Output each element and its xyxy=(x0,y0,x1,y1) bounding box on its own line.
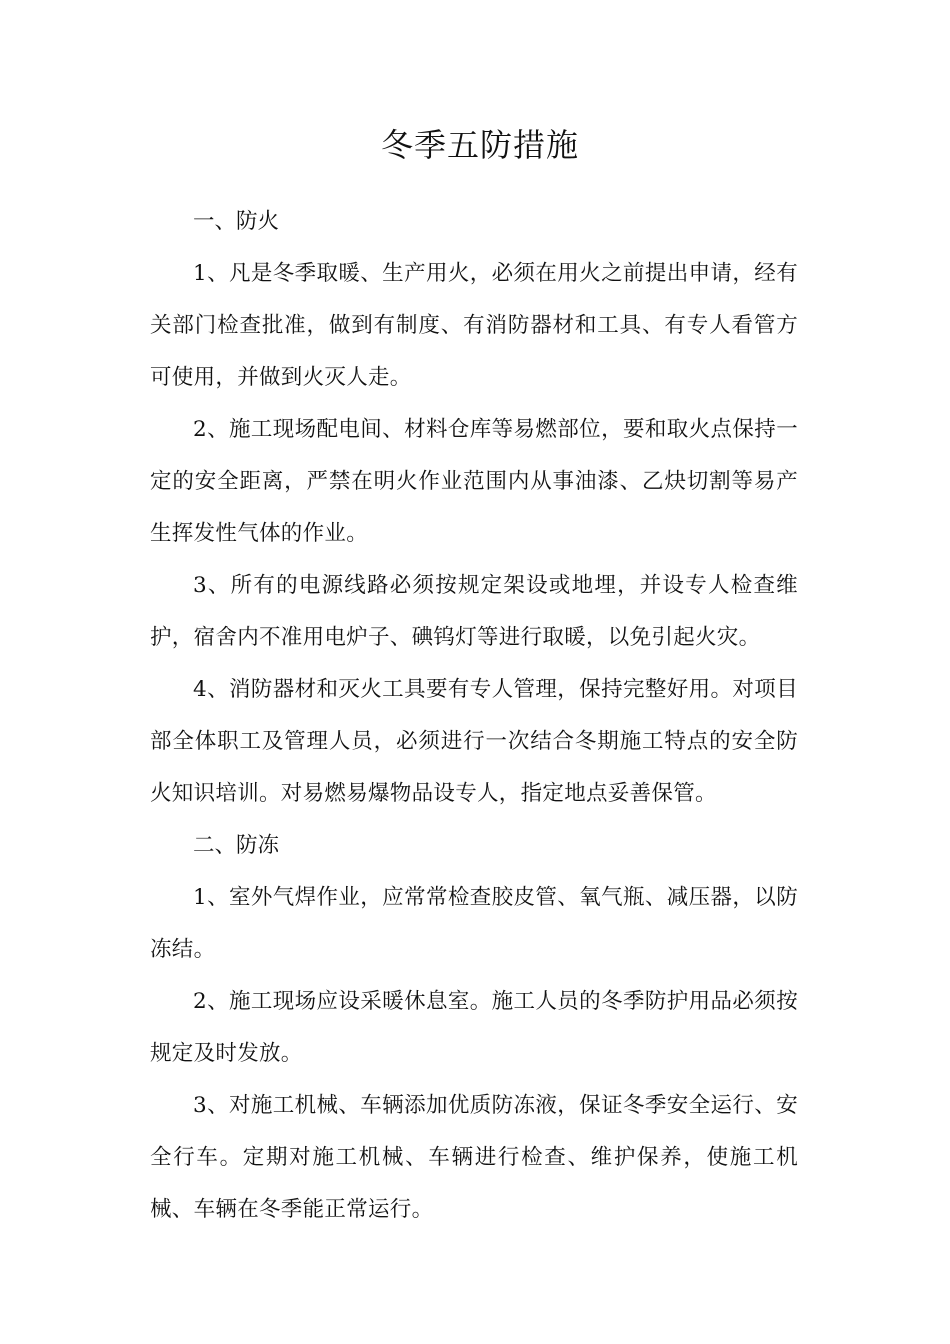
document-title: 冬季五防措施 xyxy=(380,126,579,164)
paragraph: 1、室外气焊作业，应常常检查胶皮管、氧气瓶、减压器，以防冻结。 xyxy=(150,885,798,962)
paragraph: 3、所有的电源线路必须按规定架设或地埋，并设专人检查维护，宿舍内不准用电炉子、碘钨灯等进行取暖，以免引起火灾。 xyxy=(150,573,798,650)
section-fire-prevention xyxy=(150,196,798,820)
paragraph: 3、对施工机械、车辆添加优质防冻液，保证冬季安全运行、安全行车。定期对施工机械、车辆进行检查、维护保养，使施工机械、车辆在冬季能正常运行。 xyxy=(150,1093,798,1222)
paragraph: 2、施工现场应设采暖休息室。施工人员的冬季防护用品必须按规定及时发放。 xyxy=(150,989,798,1066)
section-heading: 一、防火 xyxy=(193,209,280,234)
paragraph: 1、凡是冬季取暖、生产用火，必须在用火之前提出申请，经有关部门检查批准，做到有制度、有消防器材和工具、有专人看管方可使用，并做到火灭人走。 xyxy=(150,261,798,390)
section-freeze-prevention xyxy=(150,820,798,1236)
paragraph: 4、消防器材和灭火工具要有专人管理，保持完整好用。对项目部全体职工及管理人员，必须进行一次结合冬期施工特点的安全防火知识培训。对易燃易爆物品设专人，指定地点妥善保管。 xyxy=(150,677,798,806)
section-heading: 二、防冻 xyxy=(193,833,280,858)
paragraph: 2、施工现场配电间、材料仓库等易燃部位，要和取火点保持一定的安全距离，严禁在明火作业范围内从事油漆、乙炔切割等易产生挥发性气体的作业。 xyxy=(150,417,798,546)
